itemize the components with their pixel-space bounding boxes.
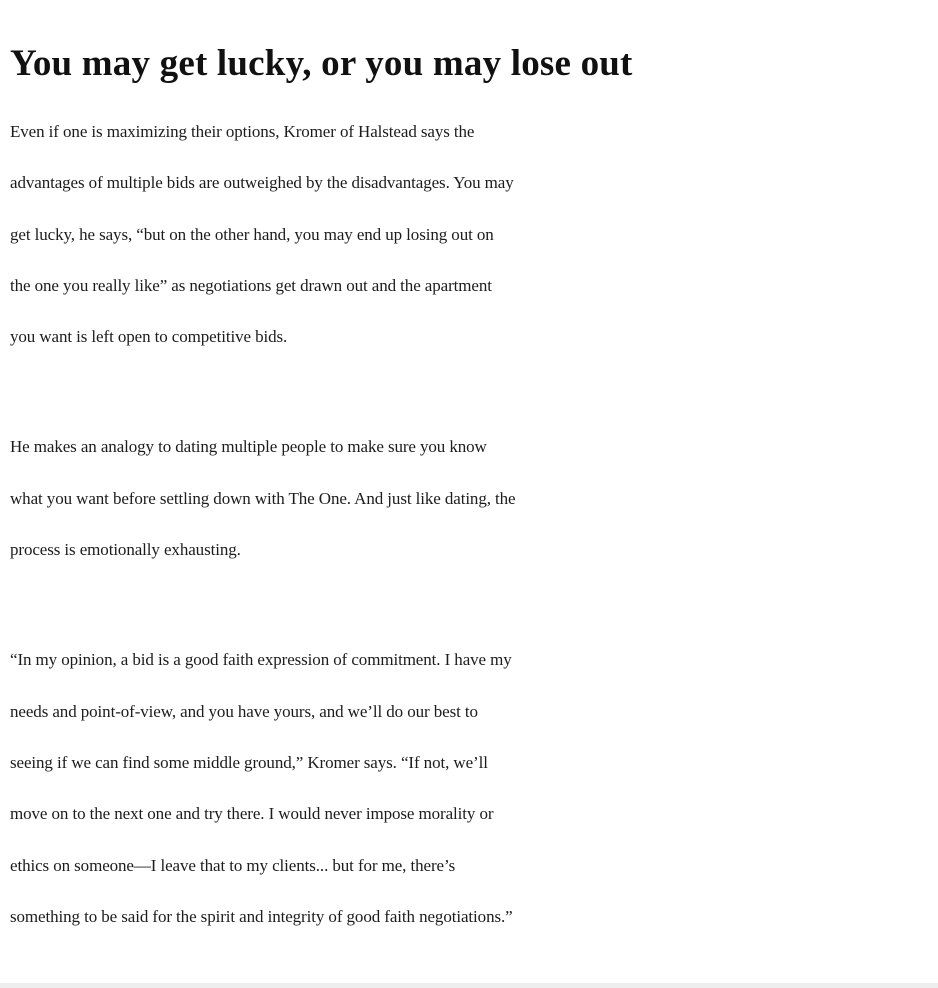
paragraph-line: process is emotionally exhausting. <box>10 540 241 560</box>
paragraph-line: the one you really like” as negotiations get drawn out and the apartment <box>10 275 492 295</box>
paragraph-line: “In my opinion, a bid is a good faith expression of commitment. I have my <box>10 650 512 670</box>
paragraph-line: ethics on someone—I leave that to my clients... but for me, there’s <box>10 855 456 875</box>
paragraph-line: needs and point-of-view, and you have yours, and we’ll do our best to <box>10 701 478 721</box>
article-paragraph-3 <box>10 634 935 942</box>
article-paragraph-1 <box>10 106 935 362</box>
paragraph-line: Even if one is maximizing their options, Kromer of Halstead says the <box>10 122 475 141</box>
article-paragraph-2 <box>10 421 935 575</box>
paragraph-line: seeing if we can find some middle ground,” Kromer says. “If not, we’ll <box>10 752 488 772</box>
paragraph-line: what you want before settling down with The One. And just like dating, the <box>10 488 516 508</box>
paragraph-line: get lucky, he says, “but on the other hand, you may end up losing out on <box>10 224 494 244</box>
paragraph-line: He makes an analogy to dating multiple people to make sure you know <box>10 437 487 457</box>
bottom-divider <box>0 983 938 988</box>
paragraph-line: something to be said for the spirit and integrity of good faith negotiations.” <box>10 906 513 926</box>
paragraph-line: you want is left open to competitive bids. <box>10 327 288 347</box>
paragraph-line: move on to the next one and try there. I would never impose morality or <box>10 804 494 824</box>
paragraph-line: advantages of multiple bids are outweighed by the disadvantages. You may <box>10 173 514 193</box>
article-headline: You may get lucky, or you may lose out <box>10 43 633 84</box>
article <box>10 0 935 942</box>
